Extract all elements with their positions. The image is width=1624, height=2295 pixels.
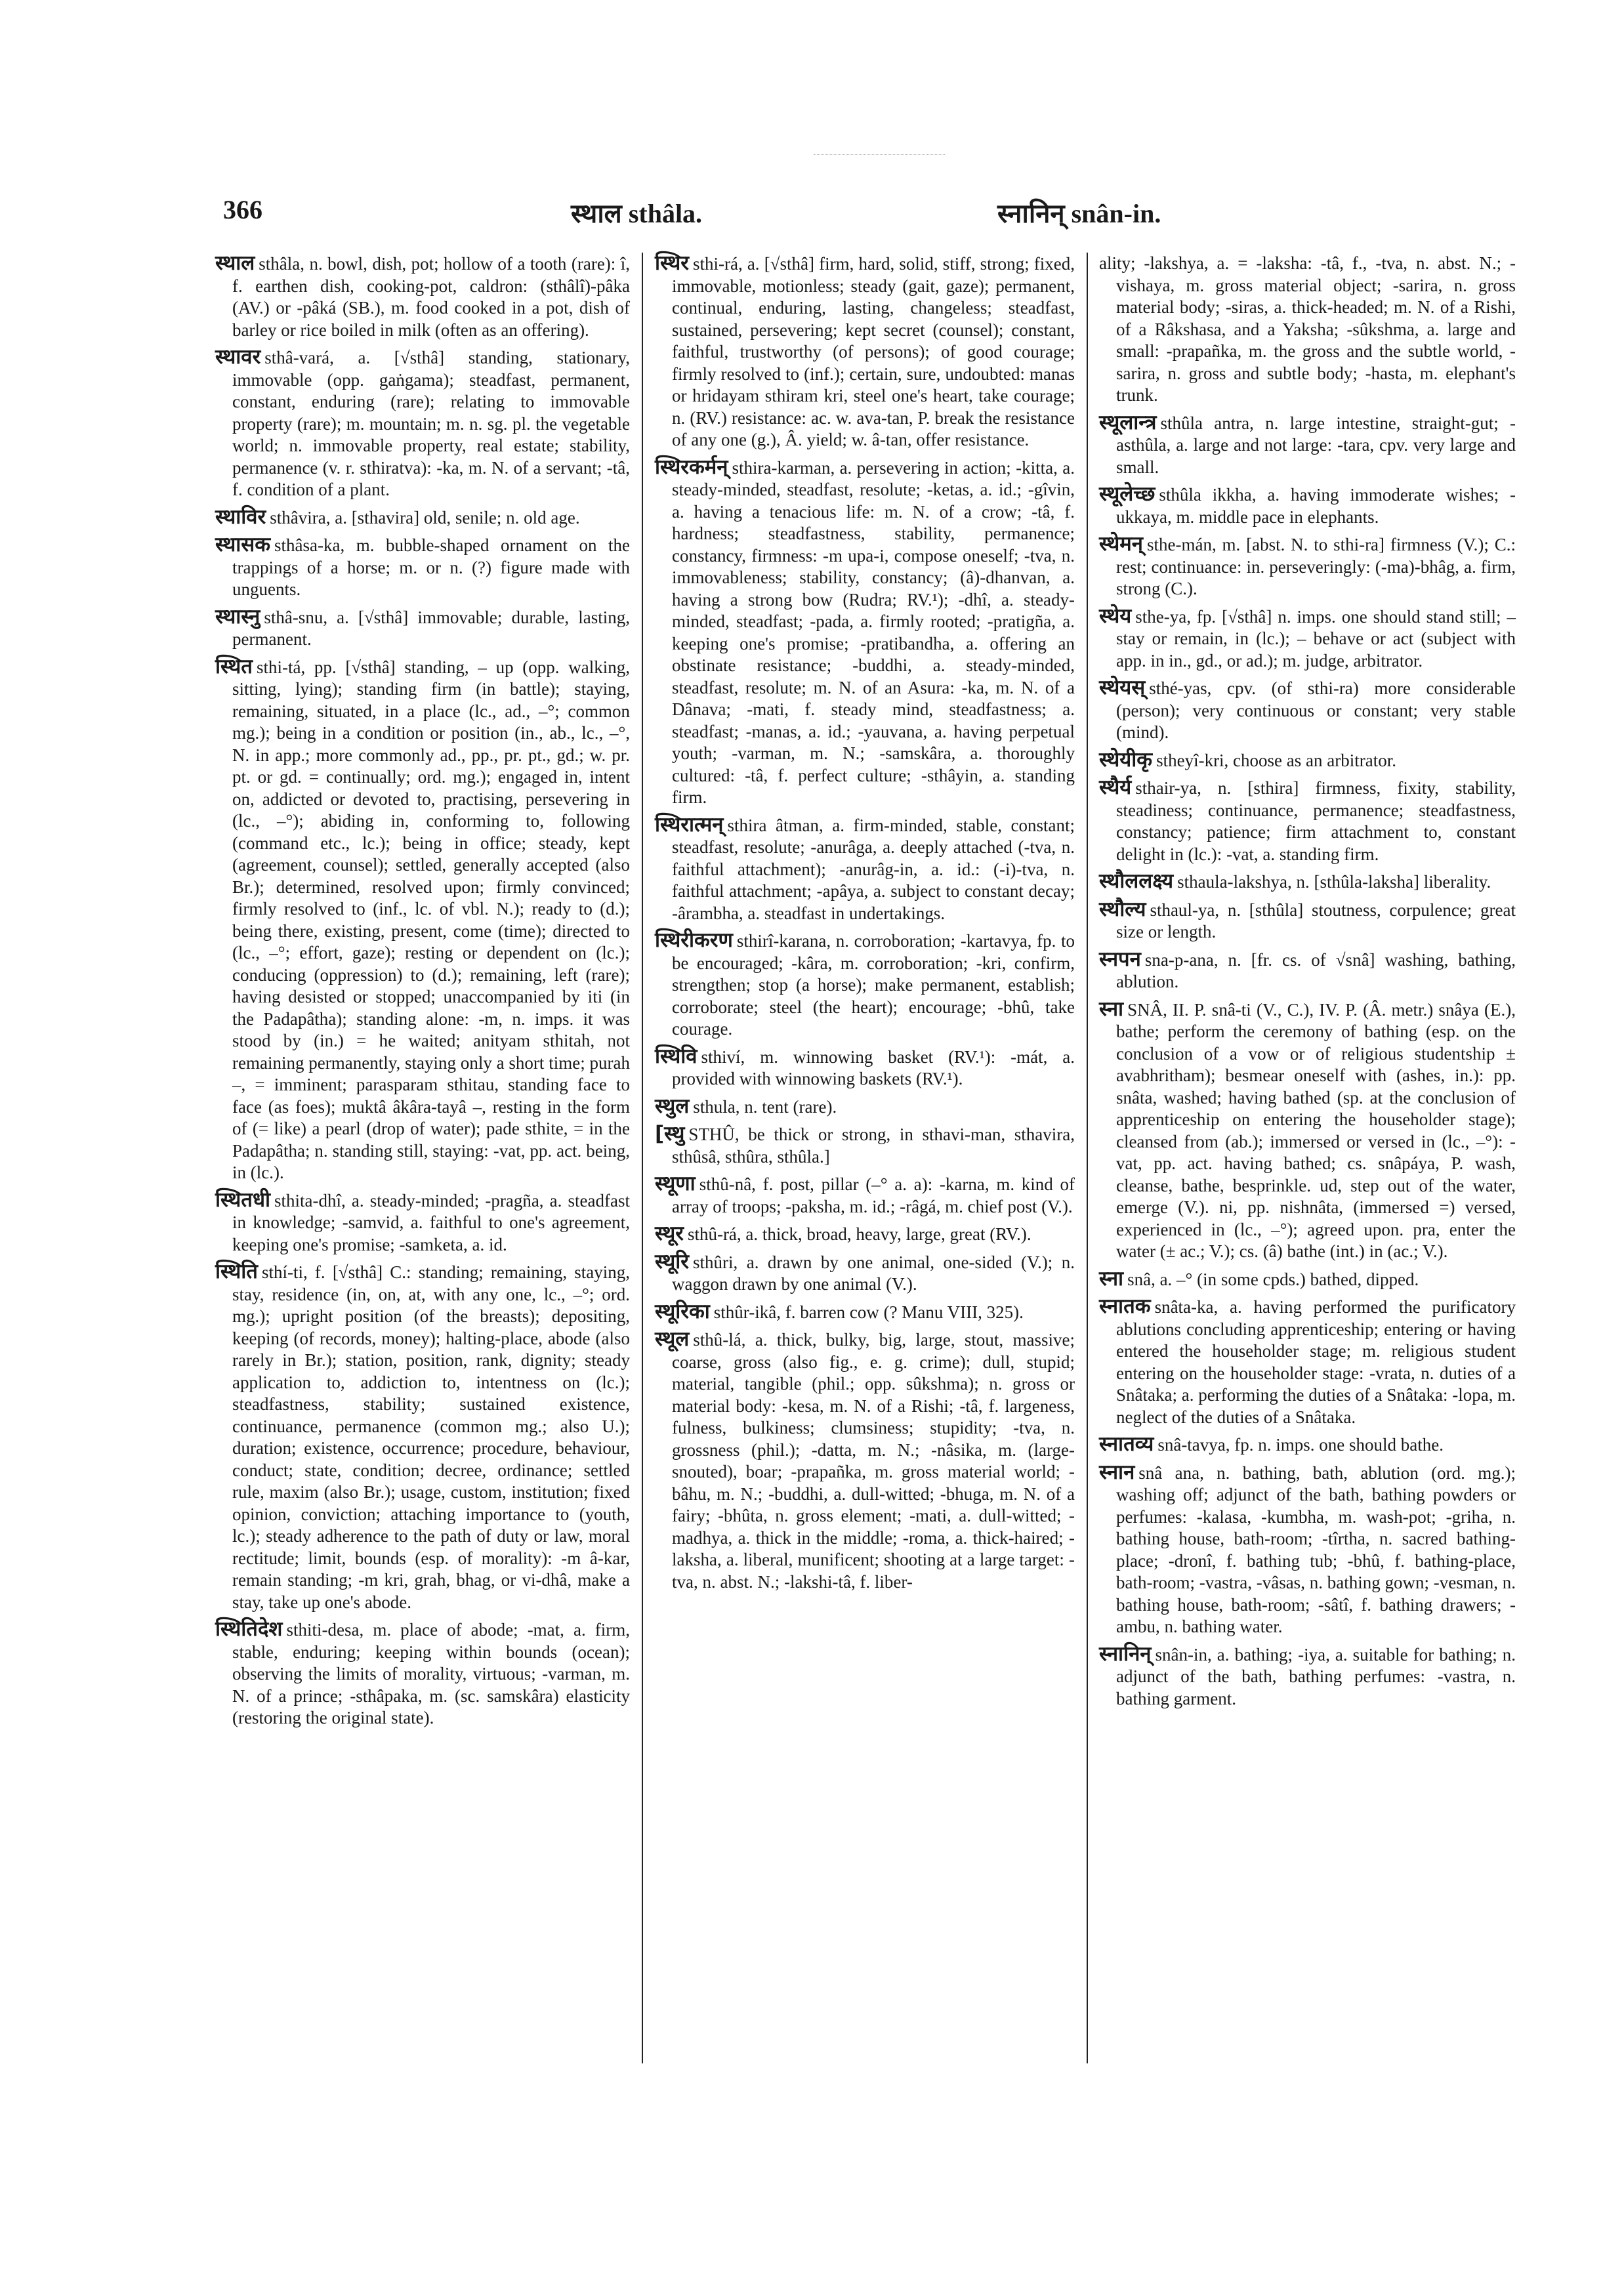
entry-text: sthí-ti, f. [√sthâ] C.: standing; remaining, staying, stay, residence (in, on, at, with any one, lc., –°; ord. mg.); upright position (of the breasts); depositing, keeping (of records, money); halting-place, abode (also rarely in Br.); station, position, rank, dignity; steady application to, addiction to, intentness on (lc.); steadfastness, stability; sustained existence, continuance, permanence (common mg.; also U.); duration; existence, occurrence; procedure, behaviour, conduct; state, condition; decree, ordinance; settled rule, maxim (also Br.); usage, custom, institution; fixed opinion, conviction; attaching importance to (youth, lc.); steady adherence to the path of duty or law, moral rectitude; limit, bounds (esp. of morality): -m â-kar, remain standing; -m kri, grah, bhag, or vi-dhâ, make a stay, take up one's abode.	[232, 1262, 630, 1612]
dictionary-entry	[655, 1096, 1075, 1119]
headword-devanagari: स्थुल	[655, 1094, 690, 1118]
entry-text: sthiví, m. winnowing basket (RV.¹): -mát, a. provided with winnowing baskets (RV.¹).	[672, 1046, 1075, 1088]
entry-text: sthi-rá, a. [√sthâ] firm, hard, solid, stiff, strong; fixed, immovable, motionless; steady (gait, gaze); permanent, continual, enduring, lasting, changeless; steadfast, sustained, persevering; kept secret (counsel); constant, faithful, trustworthy (of persons); of good courage; firmly resolved to (inf.); certain, sure, undoubted: manas or hridayam sthiram kri, steel one's heart, take courage; n. (RV.) resistance: ac. w. ava-tan, P. break the resistance of any one (g.), Â. yield; w. â-tan, offer resistance.	[672, 254, 1075, 449]
headword-devanagari: स्थाल	[215, 251, 255, 275]
headword-devanagari: स्नपन	[1099, 947, 1141, 971]
entry-text: snâ, a. –° (in some cpds.) bathed, dipped.	[1127, 1269, 1419, 1289]
headword-devanagari: स्थूर	[655, 1222, 684, 1245]
headword-devanagari: स्थिवि	[655, 1044, 697, 1068]
column-left	[215, 253, 630, 1735]
dictionary-entry	[215, 1189, 630, 1256]
dictionary-entry	[215, 656, 630, 1184]
headword-devanagari: स्थिरकर्मन्	[655, 455, 728, 479]
dictionary-entry	[655, 1251, 1075, 1296]
headword-devanagari: स्थैर्य	[1099, 775, 1132, 799]
page-header	[223, 194, 1424, 234]
headword-devanagari: स्थितधी	[215, 1188, 271, 1212]
entry-text: sthair-ya, n. [sthira] firmness, fixity, stability, steadiness; continuance, permanence; steadfastness, constancy; patience; firm attachment to, constant delight in (lc.): -vat, a. standing firm.	[1116, 778, 1516, 864]
dictionary-entry	[215, 346, 630, 501]
dictionary-entry	[655, 1123, 1075, 1168]
running-head-right: स्नानिन् snân-in.	[997, 199, 1161, 229]
dictionary-entry	[1099, 677, 1516, 744]
headword-devanagari: स्नान	[1099, 1460, 1135, 1484]
entry-text: sthûla ikkha, a. having immoderate wishes; -ukkaya, m. middle pace in elephants.	[1116, 485, 1516, 527]
dictionary-entry	[1099, 899, 1516, 943]
entry-text: sthirî-karana, n. corroboration; -kartavya, fp. to be encouraged; -kâra, m. corroboration; -kri, confirm, strengthen; stop (a horse); make permanent, establish; corroborate; steel (the heart); encourage; -bhû, take courage.	[672, 931, 1075, 1039]
dictionary-entry	[1099, 484, 1516, 528]
dictionary-entry	[1099, 253, 1516, 407]
entry-text: sthûri, a. drawn by one animal, one-sided (V.); n. waggon drawn by one animal (V.).	[672, 1252, 1075, 1294]
headword-devanagari: स्थौल्य	[1099, 897, 1146, 921]
dictionary-entry	[655, 1301, 1075, 1324]
dictionary-entry	[655, 1223, 1075, 1246]
entry-text: sthâ-vará, a. [√sthâ] standing, stationary, immovable (opp. gaṅgama); steadfast, permanent, constant, enduring (rare); relating to immovable property (rare); m. mountain; m. n. sg. pl. the vegetable world; n. immovable property, real estate; stability, permanence (v. r. sthiratva): -ka, m. N. of a servant; -tâ, f. condition of a plant.	[232, 348, 630, 499]
dictionary-entry	[655, 814, 1075, 925]
column-middle	[655, 253, 1075, 1598]
headword-devanagari: स्थूलान्त्र	[1099, 410, 1157, 434]
headword-devanagari: स्थासक	[215, 533, 271, 556]
dictionary-entry	[1099, 949, 1516, 993]
dictionary-entry	[655, 1046, 1075, 1090]
headword-devanagari: स्थूरिका	[655, 1299, 710, 1323]
dictionary-entry	[1099, 533, 1516, 600]
entry-text: snâ ana, n. bathing, bath, ablution (ord. mg.); washing off; adjunct of the bath, bathing powders or perfumes: -kalasa, -kumbha, m. wash-pot; -griha, n. bathing house, bath-room; -tîrtha, n. sacred bathing-place; -dronî, f. bathing tub; -bhû, f. bathing-place, bath-room; -vastra, -vâsas, n. bathing gown; -vesman, n. bathing house, bath-room; -sâtî, f. bathing drawers; -ambu, n. bathing water.	[1116, 1462, 1516, 1636]
entry-text: SNÂ, II. P. snâ-ti (V., C.), IV. P. (Â. metr.) snâya (E.), bathe; perform the ceremony of bathing (esp. on the conclusion of a vow or of religious studentship ± avabhritham); besmear oneself with (ashes, in.): pp. snâta, washed; having bathed (sp. at the conclusion of apprenticeship on entering the householder stage); cleansed from (ab.); immersed or versed in (lc., –°): -vat, pp. act. having bathed; cs. snâpáya, P. wash, cleanse, bathe, besprinkle. ud, step out of the water, emerge (V.). ni, pp. nishnâta, (immersed =) versed, experienced in (lc., –°); agreed upon. pra, enter the water (± ac.; V.); cs. (â) bathe (int.) in (ac.; V.).	[1116, 999, 1516, 1261]
dictionary-entry	[655, 253, 1075, 451]
headword-devanagari: स्थेमन्	[1099, 532, 1143, 556]
headword-devanagari: स्नानिन्	[1099, 1642, 1152, 1666]
column-rule	[642, 253, 643, 2063]
dictionary-entry	[1099, 1434, 1516, 1457]
dictionary-entry	[215, 1619, 630, 1729]
entry-text: sna-p-ana, n. [fr. cs. of √snâ] washing, bathing, ablution.	[1116, 949, 1516, 991]
headword-devanagari: स्थिर	[655, 251, 689, 275]
entry-text: sthû-nâ, f. post, pillar (–° a. a): -karna, m. kind of array of troops; -paksha, m. id.; -râgá, m. chief post (V.).	[672, 1174, 1075, 1216]
dictionary-entry	[1099, 749, 1516, 772]
headword-devanagari: स्थितिदेश	[215, 1617, 283, 1641]
entry-text: sthâla, n. bowl, dish, pot; hollow of a tooth (rare): î, f. earthen dish, cooking-pot, caldron: (sthâlî)-pâka (AV.) or -pâká (SB.), m. food cooked in a pot, dish of barley or rice boiled in milk (often as an offering).	[232, 254, 630, 340]
entry-text: sthâ-snu, a. [√sthâ] immovable; durable, lasting, permanent.	[232, 607, 630, 649]
dictionary-entry	[1099, 1462, 1516, 1638]
entry-text: STHÛ, be thick or strong, in sthavi-man, sthavira, sthûsâ, sthûra, sthûla.]	[672, 1125, 1075, 1167]
dictionary-entry	[1099, 777, 1516, 865]
running-head-left: स्थाल sthâla.	[571, 199, 703, 229]
entry-text: sthaul-ya, n. [sthûla] stoutness, corpulence; great size or length.	[1116, 899, 1516, 941]
headword-devanagari: स्थेयस्	[1099, 676, 1146, 699]
entry-text: sthûr-ikâ, f. barren cow (? Manu VIII, 325).	[713, 1302, 1024, 1322]
entry-text: snâta-ka, a. having performed the purificatory ablutions concluding apprenticeship; entering or having entered the householder stage; m. religious student entering on the householder stage: -vrata, n. duties of a Snâtaka; a. performing the duties of a Snâtaka: -lopa, m. neglect of the duties of a Snâtaka.	[1116, 1297, 1516, 1427]
entry-text: stheyî-kri, choose as an arbitrator.	[1156, 750, 1396, 770]
entry-text: sthûla antra, n. large intestine, straight-gut; -asthûla, a. large and not large: -tara, cpv. very large and small.	[1116, 413, 1516, 477]
dictionary-entry	[655, 1329, 1075, 1593]
dictionary-entry	[1099, 606, 1516, 672]
dictionary-entry	[1099, 1644, 1516, 1710]
dictionary-entry	[655, 930, 1075, 1041]
headword-devanagari: स्थौललक्ष्य	[1099, 869, 1174, 893]
column-right	[1099, 253, 1516, 1715]
headword-devanagari: स्नातव्य	[1099, 1432, 1154, 1456]
entry-text: snâ-tavya, fp. n. imps. one should bathe.	[1157, 1435, 1444, 1455]
headword-devanagari: स्थावर	[215, 345, 261, 369]
entry-text: sthaula-lakshya, n. [sthûla-laksha] liberality.	[1177, 872, 1491, 892]
headword-devanagari: स्थूलेच्छ	[1099, 482, 1156, 506]
headword-devanagari: स्थिरात्मन्	[655, 812, 724, 837]
headword-devanagari: स्थूल	[655, 1327, 690, 1351]
headword-devanagari: [स्थु	[655, 1122, 685, 1146]
column-rule	[1087, 253, 1088, 2063]
headword-devanagari: स्ना	[1099, 997, 1124, 1021]
dictionary-entry	[1099, 1268, 1516, 1291]
headword-devanagari: स्थेयीकृ	[1099, 747, 1153, 772]
entry-text: sthe-mán, m. [abst. N. to sthi-ra] firmness (V.); C.: rest; continuance: in. perseveringly: (-ma)-bhâg, a. firm, strong (C.).	[1116, 535, 1516, 598]
entry-text: snân-in, a. bathing; -iya, a. suitable for bathing; n. adjunct of the bath, bathing perfumes: -vastra, n. bathing garment.	[1116, 1644, 1516, 1708]
entry-text: ality; -lakshya, a. = -laksha: -tâ, f., -tva, n. abst. N.; -vishaya, m. gross material object; -sarira, n. gross material body; -siras, a. thick-headed; m. N. of a Rishi, of a Râkshasa, and a Yaksha; -sûkshma, a. large and small: -prapañka, m. the gross and the subtle world, -sarira, n. gross and subtle body; -hasta, m. elephant's trunk.	[1099, 253, 1516, 405]
dictionary-entry	[215, 606, 630, 651]
entry-text: sthiti-desa, m. place of abode; -mat, a. firm, stable, enduring; keeping within bounds (ocean); observing the limits of morality, virtuous; -varman, m. N. of a prince; -sthâpaka, m. (sc. samskâra) elasticity (restoring the original state).	[232, 1620, 630, 1727]
dictionary-entry	[1099, 871, 1516, 894]
entry-text: sthe-ya, fp. [√sthâ] n. imps. one should stand still; – stay or remain, in (lc.); – behave or act (subject with app. in in., gd., or ad.); m. judge, arbitrator.	[1116, 606, 1516, 671]
headword-devanagari: स्थिरीकरण	[655, 928, 733, 952]
headword-devanagari: स्थाविर	[215, 505, 266, 529]
entry-text: sthû-rá, a. thick, broad, heavy, large, great (RV.).	[687, 1224, 1031, 1244]
dictionary-entry	[655, 1173, 1075, 1218]
dictionary-entry	[1099, 999, 1516, 1263]
headword-devanagari: स्थिति	[215, 1260, 258, 1283]
entry-text: sthula, n. tent (rare).	[693, 1096, 837, 1117]
entry-text: sthâvira, a. [sthavira] old, senile; n. old age.	[270, 507, 580, 527]
entry-text: sthira-karman, a. persevering in action; -kitta, a. steady-minded, steadfast, resolute; -ketas, a. id.; -gîvin, a. having a tenacious life: m. N. of a crow; -tâ, f. hardness; steadfastness, stability, permanence; constancy, firmness: -m upa-i, compose oneself; -tva, n. immovableness; stability, constancy; (â)-dhanvan, a. having a strong bow (Rudra; RV.¹); -dhî, a. steady-minded, steadfast; -pada, a. firmly rooted; -pratigña, a. keeping one's promise; -pratibandha, a. offering an obstinate resistance; -buddhi, a. steady-minded, steadfast, resolute; m. N. of an Asura: -ka, m. N. of a Dânava; -mati, f. steady mind, steadfastness; a. steadfast; -manas, a. id.; -yauvana, a. having perpetual youth; -varman, m. N.; -samskâra, a. thoroughly cultured: -tâ, f. perfect culture; -sthâyin, a. standing firm.	[672, 457, 1075, 807]
headword-devanagari: स्थित	[215, 654, 253, 678]
scan-speck	[814, 154, 945, 155]
dictionary-entry	[1099, 1296, 1516, 1428]
headword-devanagari: स्थेय	[1099, 604, 1132, 628]
entry-text: sthû-lá, a. thick, bulky, big, large, stout, massive; coarse, gross (also fig., e. g. crime); dull, stupid; material, tangible (phil.; opp. sûkshma); n. gross or material body: -kesa, m. N. of a Rishi; -tâ, f. largeness, fulness, bulkiness; clumsiness; stupidity; -tva, n. grossness (phil.); -datta, m. N.; -nâsika, m. (large-snouted), boar; -prapañka, m. gross material world; -bâhu, m. N.; -buddhi, a. dull-witted; -bhuga, m. N. of a fairy; -bhûta, n. gross element; -mati, a. dull-witted; -madhya, a. thick in the middle; -roma, a. thick-haired; -laksha, a. liberal, munificent; shooting at a large target: -tva, n. abst. N.; -lakshi-tâ, f. liber-	[672, 1330, 1075, 1592]
dictionary-entry	[215, 534, 630, 601]
headword-devanagari: स्थास्नु	[215, 604, 260, 629]
entry-text: sthé-yas, cpv. (of sthi-ra) more considerable (person); very continuous or constant; very stable (mind).	[1116, 678, 1516, 742]
headword-devanagari: स्ना	[1099, 1266, 1124, 1291]
entry-text: sthita-dhî, a. steady-minded; -pragña, a. steadfast in knowledge; -samvid, a. faithful to one's agreement, keeping one's promise; -samketa, a. id.	[232, 1190, 630, 1254]
dictionary-entry	[655, 457, 1075, 809]
entry-text: sthâsa-ka, m. bubble-shaped ornament on the trappings of a horse; m. or n. (?) figure made with unguents.	[232, 535, 630, 599]
dictionary-entry	[1099, 412, 1516, 479]
page-number: 366	[223, 195, 262, 224]
dictionary-entry	[215, 253, 630, 341]
dictionary-entry	[215, 1261, 630, 1613]
entry-text: sthira âtman, a. firm-minded, stable, constant; steadfast, resolute; -anurâga, a. deeply attached (-tva, n. faithful attachment); -anurâg-in, a. id.: (-i)-tva, n. faithful attachment; -apâya, a. subject to constant decay; -ârambha, a. steadfast in undertakings.	[672, 815, 1075, 923]
dictionary-entry	[215, 507, 630, 529]
headword-devanagari: स्थूरि	[655, 1249, 689, 1273]
headword-devanagari: स्नातक	[1099, 1294, 1151, 1318]
headword-devanagari: स्थूणा	[655, 1172, 696, 1195]
entry-text: sthi-tá, pp. [√sthâ] standing, – up (opp. walking, sitting, lying); standing firm (in battle); staying, remaining, situated, in a place (lc., ad., –°; common mg.); being in a condition or position (in., ab., lc., –°, N. in app.; more commonly ad., pp., pr. pt., gd.; w. pr. pt. or gd. = continually; ord. mg.); engaged in, intent on, addicted or devoted to, practising, persevering in (lc., –°); abiding in, conforming to, following (command etc., lc.); being in office; steady, kept (agreement, counsel); settled, generally accepted (also Br.); determined, resolved upon; firmly convinced; firmly resolved to (inf., lc. of vbl. N.); ready to (d.); being there, existing, present, come (time); directed to (lc., –°; effort, gaze); resting or dependent on (lc.); conducing (oppression) to (d.); remaining, left (rare); having desisted or stopped; unaccompanied by iti (in the Padapâtha); standing alone: -m, n. imps. it was stood by (in.) = he waited; anityam sthitah, not remaining permanently, staying only a short time; purah –, = imminent; parasparam sthitau, standing face to face (as foes); muktâ âkâra-tayâ –, resting in the form of (= like) a pearl (drop of water); pade sthite, = in the Padapâtha; n. standing still, staying: -vat, pp. act. being, in (lc.).	[232, 657, 630, 1182]
